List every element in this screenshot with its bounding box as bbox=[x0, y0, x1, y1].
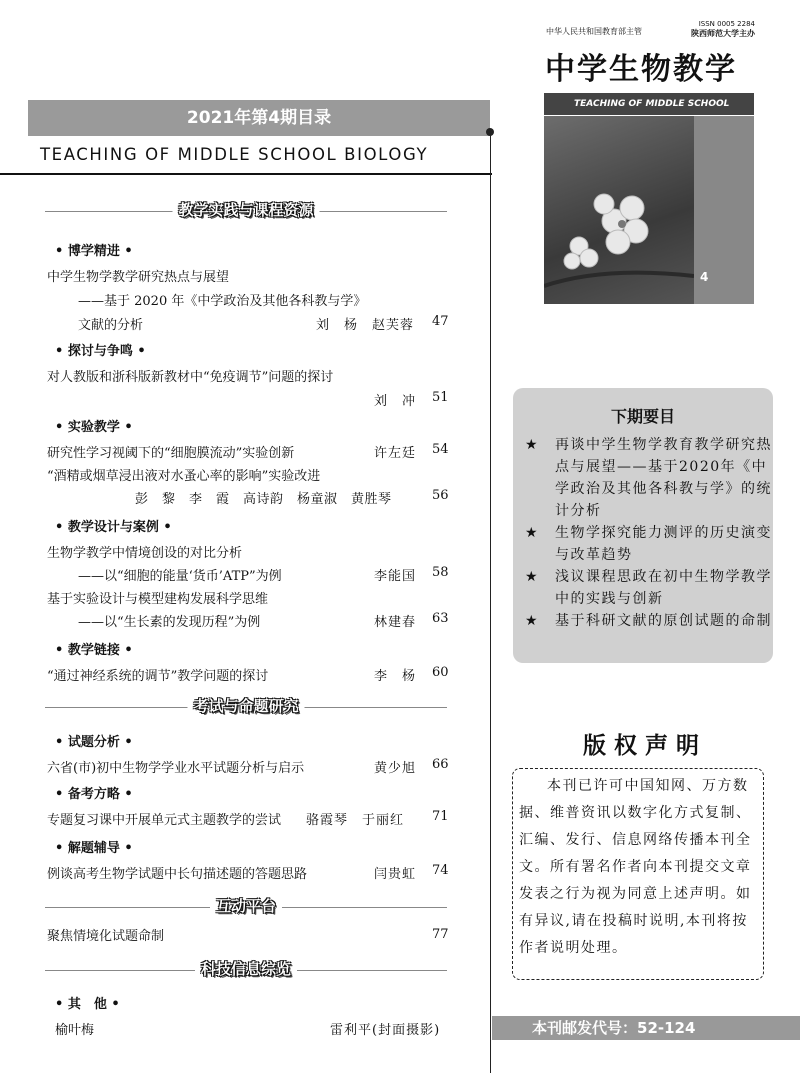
star-icon: ★ bbox=[525, 525, 538, 541]
postal-code-banner: 本刊邮发代号：52-124 bbox=[492, 1016, 800, 1040]
next-issue-heading: 下期要目 bbox=[610, 407, 675, 426]
article-author: 刘 冲 bbox=[374, 394, 417, 409]
article-author: 骆霞琴 于丽红 bbox=[306, 813, 405, 828]
cover-english-title: TEACHING OF MIDDLE SCHOOL bbox=[544, 93, 754, 115]
cover-issue-number: 4 bbox=[700, 270, 709, 284]
cover-photo bbox=[544, 116, 694, 304]
article-author: 彭 黎 李 霞 高诗韵 杨童淑 黄胜琴 bbox=[135, 492, 392, 507]
page-number: 51 bbox=[432, 390, 449, 405]
page-number: 60 bbox=[432, 665, 449, 680]
page-number: 63 bbox=[432, 611, 449, 626]
star-icon: ★ bbox=[525, 613, 538, 629]
article-title: 例谈高考生物学试题中长句描述题的答题思路 bbox=[47, 867, 308, 882]
column-divider bbox=[490, 132, 491, 1073]
page-number: 74 bbox=[432, 863, 449, 878]
article-title: 研究性学习视阈下的“细胞膜流动”实验创新 bbox=[47, 446, 295, 461]
copyright-notice: 本刊已许可中国知网、万方数据、维普资讯以数字化方式复制、汇编、发行、信息网络传播本刊全文。所有署名作者向本刊提交文章发表之行为视为同意上述声明。如有异议,请在投稿时说明,本刊将按作者说明处理。 bbox=[512, 768, 764, 980]
article-author: 许左廷 bbox=[374, 446, 417, 461]
subsection-heading: • 备考方略 • bbox=[55, 787, 133, 802]
article-title: ——以“生长素的发现历程”为例 bbox=[78, 615, 261, 630]
cover-sponsor: ISSN 0005 2284 陕西师范大学主办 bbox=[691, 20, 755, 38]
section-heading: 科技信息综览 bbox=[45, 958, 447, 984]
article-title: 聚焦情境化试题命制 bbox=[47, 929, 165, 944]
article-title: 榆叶梅 bbox=[55, 1023, 95, 1038]
next-issue-item: ★ 再谈中学生物学教育教学研究热点与展望——基于2020年《中学政治及其他各科教与学》的统计分析 bbox=[525, 434, 555, 456]
article-title: ——基于 2020 年《中学政治及其他各科教与学》 bbox=[78, 294, 367, 309]
page-number: 66 bbox=[432, 757, 449, 772]
page-number: 71 bbox=[432, 809, 449, 824]
subsection-heading: • 教学设计与案例 • bbox=[55, 520, 172, 535]
cover-title: 中学生物教学 bbox=[545, 52, 737, 87]
article-title: 基于实验设计与模型建构发展科学思维 bbox=[47, 592, 269, 607]
page-number: 77 bbox=[432, 927, 449, 942]
star-icon: ★ bbox=[525, 437, 538, 453]
article-author: 黄少旭 bbox=[374, 761, 417, 776]
star-icon: ★ bbox=[525, 569, 538, 585]
header-divider bbox=[0, 173, 492, 175]
subsection-heading: • 教学链接 • bbox=[55, 643, 133, 658]
article-title: 生物学教学中情境创设的对比分析 bbox=[47, 546, 243, 561]
next-issue-item: ★ 浅议课程思政在初中生物学教学中的实践与创新 bbox=[525, 566, 555, 588]
article-title: 六省(市)初中生物学学业水平试题分析与启示 bbox=[47, 761, 305, 776]
article-author: 闫贵虹 bbox=[374, 867, 417, 882]
section-heading: 教学实践与课程资源 bbox=[45, 199, 447, 225]
page-number: 58 bbox=[432, 565, 449, 580]
article-title: 中学生物学教学研究热点与展望 bbox=[47, 270, 230, 285]
subsection-heading: • 其 他 • bbox=[55, 997, 120, 1012]
section-heading: 互动平台 bbox=[45, 895, 447, 921]
page-number: 54 bbox=[432, 442, 449, 457]
copyright-title: 版权声明 bbox=[583, 733, 707, 759]
article-title: 文献的分析 bbox=[78, 318, 144, 333]
journal-cover bbox=[530, 20, 755, 310]
subsection-heading: • 试题分析 • bbox=[55, 735, 133, 750]
subsection-heading: • 实验教学 • bbox=[55, 420, 133, 435]
next-issue-box bbox=[513, 388, 773, 663]
page-number: 56 bbox=[432, 488, 449, 503]
article-author: 刘 杨 赵芙蓉 bbox=[316, 318, 415, 333]
article-title: 对人教版和浙科版新教材中“免疫调节”问题的探讨 bbox=[47, 370, 334, 385]
article-author: 李能国 bbox=[374, 569, 417, 584]
next-issue-item: ★ 基于科研文献的原创试题的命制 bbox=[525, 610, 555, 632]
page-number: 47 bbox=[432, 314, 449, 329]
subsection-heading: • 探讨与争鸣 • bbox=[55, 344, 146, 359]
article-author: 林建春 bbox=[374, 615, 417, 630]
article-author: 李 杨 bbox=[374, 669, 417, 684]
journal-english-title: TEACHING OF MIDDLE SCHOOL BIOLOGY bbox=[40, 145, 429, 164]
issue-header: 2021年第4期目录 bbox=[28, 100, 490, 136]
subsection-heading: • 博学精进 • bbox=[55, 244, 133, 259]
next-issue-item: ★ 生物学探究能力测评的历史演变与改革趋势 bbox=[525, 522, 555, 544]
article-author: 雷利平(封面摄影) bbox=[330, 1023, 441, 1038]
section-heading: 考试与命题研究 bbox=[45, 695, 447, 721]
subsection-heading: • 解题辅导 • bbox=[55, 841, 133, 856]
article-title: “通过神经系统的调节”教学问题的探讨 bbox=[47, 669, 269, 684]
article-title: 专题复习课中开展单元式主题教学的尝试 bbox=[47, 813, 282, 828]
article-title: “酒精或烟草浸出液对水蚤心率的影响”实验改进 bbox=[47, 469, 321, 484]
article-title: ——以“细胞的能量‘货币’ATP”为例 bbox=[78, 569, 282, 584]
cover-publisher: 中华人民共和国教育部主管 bbox=[546, 27, 642, 36]
